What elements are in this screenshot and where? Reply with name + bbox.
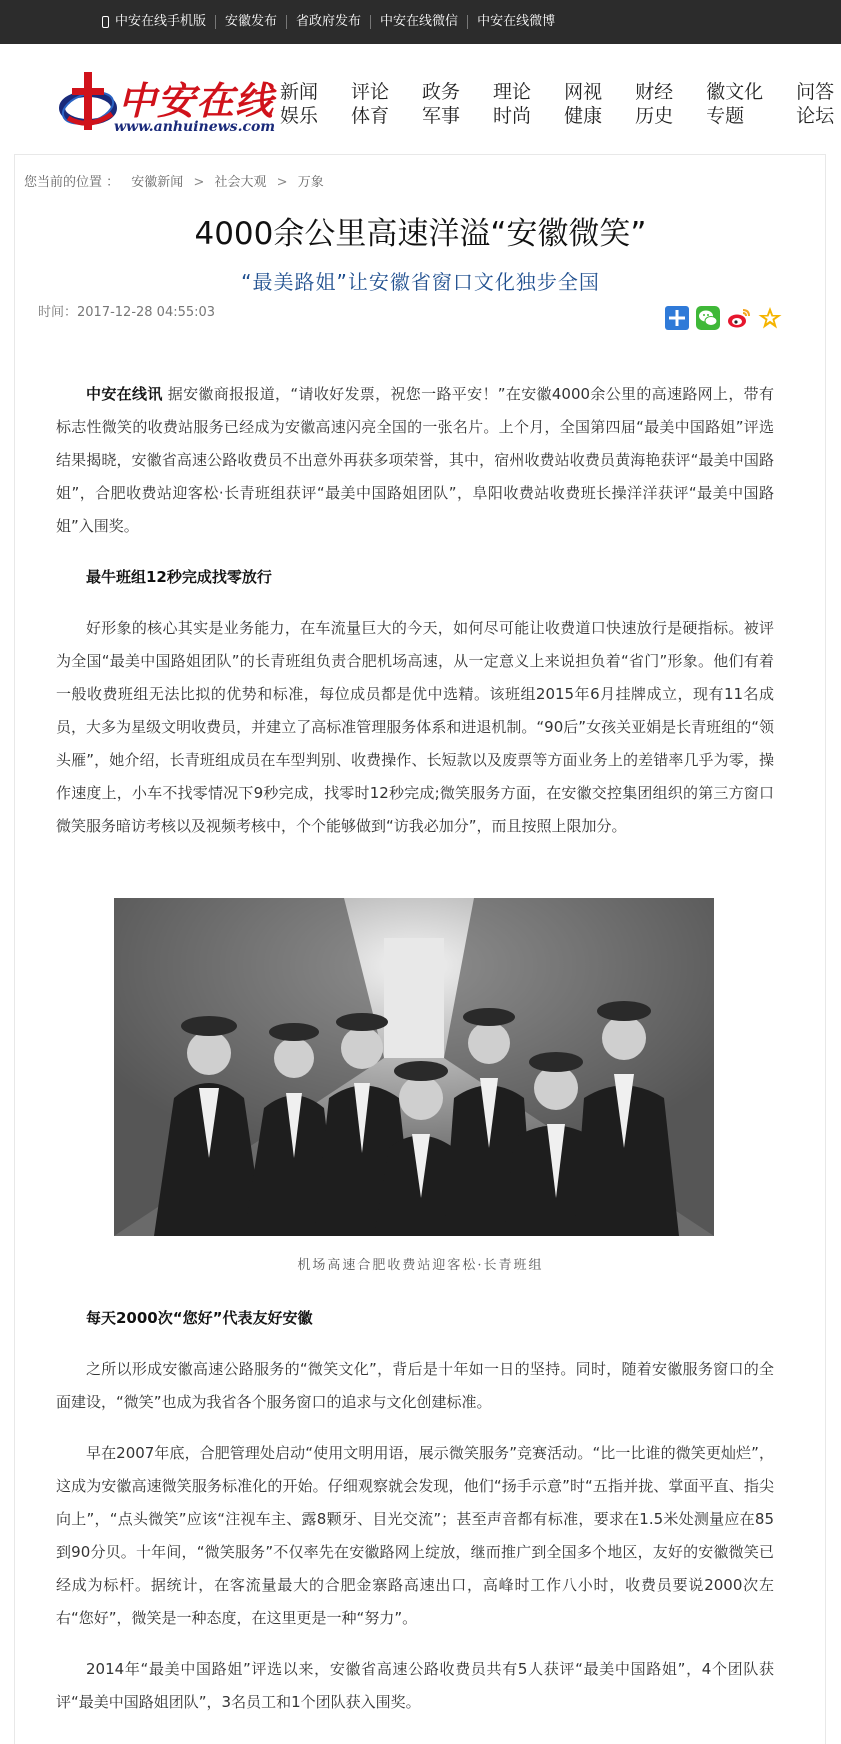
wechat-icon[interactable] [695, 305, 721, 331]
breadcrumb-prefix: 您当前的位置 ： [24, 175, 120, 190]
nav-item[interactable]: 政务 [422, 81, 461, 103]
share-plus-icon[interactable] [664, 305, 690, 331]
nav-item[interactable]: 新闻 [280, 81, 319, 103]
lead-paragraph [56, 378, 774, 543]
breadcrumb-item-anhui-news[interactable]: 安徽新闻 [131, 175, 184, 190]
share-bar [664, 305, 788, 331]
toplink-weibo[interactable]: 中安在线微博 [467, 15, 564, 29]
toplink-gov-release[interactable]: 省政府发布 [286, 15, 370, 29]
article-body-continued [56, 1302, 774, 1737]
site-header [0, 44, 841, 154]
nav-column [564, 80, 602, 128]
toplink-mobile[interactable]: 中安在线手机版 [102, 15, 215, 29]
publish-time: 时间：2017-12-28 04:55:03 [38, 305, 216, 320]
photo-caption: 机场高速合肥收费站迎客松·长青班组 [297, 1258, 544, 1273]
nav-column [280, 80, 318, 128]
nav-column [351, 80, 389, 128]
site-logo[interactable] [58, 68, 276, 144]
nav-item[interactable]: 问答 [796, 81, 835, 103]
article-body [56, 378, 774, 861]
top-links [102, 0, 564, 44]
section-heading-2: 每天2000次“您好”代表友好安徽 [86, 1309, 313, 1327]
nav-column [706, 80, 763, 128]
article-title: 4000余公里高速洋溢“安徽微笑” [194, 216, 647, 252]
nav-item[interactable]: 评论 [351, 81, 390, 103]
toplink-anhui-release[interactable]: 安徽发布 [215, 15, 286, 29]
logo-name: 中安在线 [118, 78, 275, 123]
nav-item[interactable]: 体育 [351, 105, 390, 127]
nav-item[interactable]: 论坛 [796, 105, 835, 127]
breadcrumb-separator: > [276, 175, 288, 190]
main-nav [280, 80, 834, 128]
paragraph-2: 好形象的核心其实是业务能力，在车流量巨大的今天，如何尽可能让收费道口快速放行是硬指标。被评为全国“最美中国路姐团队”的长青班组负责合肥机场高速，从一定意义上来说担负着“省门”形象。他们有着一般收费班组无法比拟的优势和标准，每位成员都是优中选精。该班组2015年6月挂牌成立，现有11名成员，大多为星级文明收费员，并建立了高标准管理服务体系和进退机制。“90后”女孩关亚娟是长青班组的“领头雁”，她介绍，长青班组成员在车型判别、收费操作、长短款以及废票等方面业务上的差错率几乎为零，操作速度上，小车不找零情况下9秒完成，找零时12秒完成;微笑服务方面，在安徽交控集团组织的第三方窗口微笑服务暗访考核以及视频考核中，个个能够做到“访我必加分”，而且按照上限加分。 [56, 619, 774, 835]
phone-icon [102, 16, 109, 28]
nav-item[interactable]: 网视 [564, 81, 603, 103]
breadcrumb-separator: > [193, 175, 205, 190]
breadcrumb [24, 171, 324, 190]
toplink-wechat[interactable]: 中安在线微信 [370, 15, 467, 29]
nav-column [493, 80, 531, 128]
breadcrumb-item-society[interactable]: 社会大观 [214, 175, 267, 190]
paragraph-4: 早在2007年底，合肥管理处启动“使用文明用语，展示微笑服务”竞赛活动。“比一比谁的微笑更灿烂”，这成为安徽高速微笑服务标准化的开始。仔细观察就会发现，他们“扬手示意”时“五指并拢、掌面平直、指尖向上”，“点头微笑”应该“注视车主、露8颗牙、目光交流”；甚至声音都有标准，要求在1.5米处测量应在85到90分贝。十年间，“微笑服务”不仅率先在安徽路网上绽放，继而推广到全国多个地区，友好的安徽微笑已经成为标杆。据统计，在客流量最大的合肥金寨路高速出口，高峰时工作八小时，收费员要说2000次左右“您好”，微笑是一种态度，在这里更是一种“努力”。 [56, 1444, 774, 1627]
nav-item[interactable]: 健康 [564, 105, 603, 127]
nav-column [635, 80, 673, 128]
nav-item[interactable]: 军事 [422, 105, 461, 127]
section-heading-1: 最牛班组12秒完成找零放行 [86, 568, 272, 586]
nav-item[interactable]: 理论 [493, 81, 532, 103]
team-photo-image [114, 898, 714, 1236]
top-bar [0, 0, 841, 44]
nav-item[interactable]: 娱乐 [280, 105, 319, 127]
nav-item[interactable]: 财经 [635, 81, 674, 103]
nav-item[interactable]: 时尚 [493, 105, 532, 127]
article-photo [114, 898, 714, 1236]
weibo-icon[interactable] [726, 305, 752, 331]
paragraph-5: 2014年“最美中国路姐”评选以来，安徽省高速公路收费员共有5人获评“最美中国路姐”，4个团队获评“最美中国路姐团队”，3名员工和1个团队获入围奖。 [56, 1660, 774, 1711]
breadcrumb-item-misc[interactable]: 万象 [297, 175, 324, 190]
nav-column [796, 80, 834, 128]
nav-column [422, 80, 460, 128]
lead-source: 中安在线讯 [86, 385, 163, 403]
article-subtitle: “最美路姐”让安徽省窗口文化独步全国 [241, 270, 600, 294]
favorite-star-icon[interactable] [757, 305, 783, 331]
lead-text: 据安徽商报报道，“请收好发票，祝您一路平安！”在安徽4000余公里的高速路网上，带有标志性微笑的收费站服务已经成为安徽高速闪亮全国的一张名片。上个月，全国第四届“最美中国路姐”评选结果揭晓，安徽省高速公路收费员不出意外再获多项荣誉，其中，宿州收费站收费员黄海艳获评“最美中国路姐”，合肥收费站迎客松·长青班组获评“最美中国路姐团队”，阜阳收费站收费班长操洋洋获评“最美中国路姐”入围奖。 [56, 385, 774, 535]
logo-url: www.anhuinews.com [114, 119, 276, 135]
nav-item[interactable]: 专题 [706, 105, 745, 127]
logo-mark-icon [58, 68, 122, 138]
nav-item[interactable]: 徽文化 [706, 81, 764, 103]
nav-item[interactable]: 历史 [635, 105, 674, 127]
paragraph-3: 之所以形成安徽高速公路服务的“微笑文化”，背后是十年如一日的坚持。同时，随着安徽服务窗口的全面建设，“微笑”也成为我省各个服务窗口的追求与文化创建标准。 [56, 1360, 774, 1411]
